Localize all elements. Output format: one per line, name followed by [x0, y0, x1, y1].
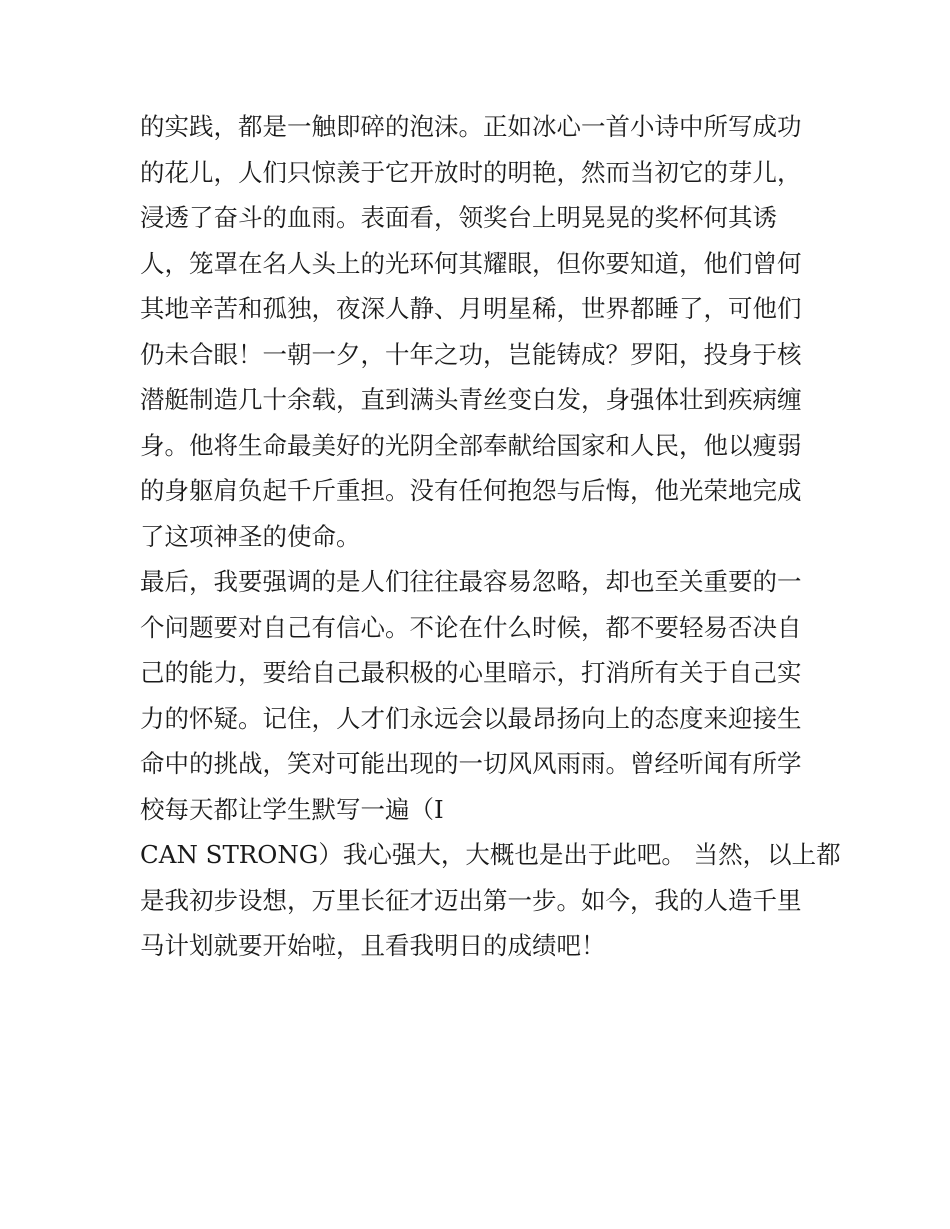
text-line: 了这项神圣的使命。: [140, 521, 361, 551]
text-line: 己的能力，要给自己最积极的心里暗示，打消所有关于自己实: [140, 658, 802, 687]
text-line: 校每天都让学生默写一遍（I: [140, 794, 444, 824]
text-line: 浸透了奋斗的血雨。表面看，领奖台上明晃晃的奖杯何其诱: [140, 203, 777, 232]
text-line: 身。他将生命最美好的光阴全部奉献给国家和人民，他以瘦弱: [140, 430, 802, 460]
text-line: 的花儿，人们只惊羡于它开放时的明艳，然而当初它的芽儿，: [140, 157, 802, 187]
text-line: 马计划就要开始啦，且看我明日的成绩吧！: [140, 931, 606, 960]
text-line: 仍未合眼！一朝一夕，十年之功，岂能铸成？罗阳，投身于核: [140, 339, 802, 369]
body-text: [140, 104, 841, 969]
text-line: CAN STRONG）我心强大，大概也是出于此吧。 当然，以上都: [140, 840, 841, 869]
text-line: 命中的挑战，笑对可能出现的一切风风雨雨。曾经听闻有所学: [140, 749, 802, 778]
text-line: 是我初步设想，万里长征才迈出第一步。如今，我的人造千里: [140, 885, 802, 915]
text-line: 其地辛苦和孤独，夜深人静、月明星稀，世界都睡了，可他们: [140, 294, 802, 323]
text-line: 最后，我要强调的是人们往往最容易忽略，却也至关重要的一: [140, 567, 802, 596]
text-line: 人，笼罩在名人头上的光环何其耀眼，但你要知道，他们曾何: [140, 248, 802, 278]
text-line: 的身躯肩负起千斤重担。没有任何抱怨与后悔，他光荣地完成: [140, 476, 802, 505]
text-line: 的实践，都是一触即碎的泡沫。正如冰心一首小诗中所写成功: [140, 112, 802, 141]
text-line: 个问题要对自己有信心。不论在什么时候，都不要轻易否决自: [140, 612, 802, 642]
text-line: 潜艇制造几十余载，直到满头青丝变白发，身强体壮到疾病缠: [140, 385, 802, 414]
text-line: 力的怀疑。记住，人才们永远会以最昂扬向上的态度来迎接生: [140, 703, 802, 733]
